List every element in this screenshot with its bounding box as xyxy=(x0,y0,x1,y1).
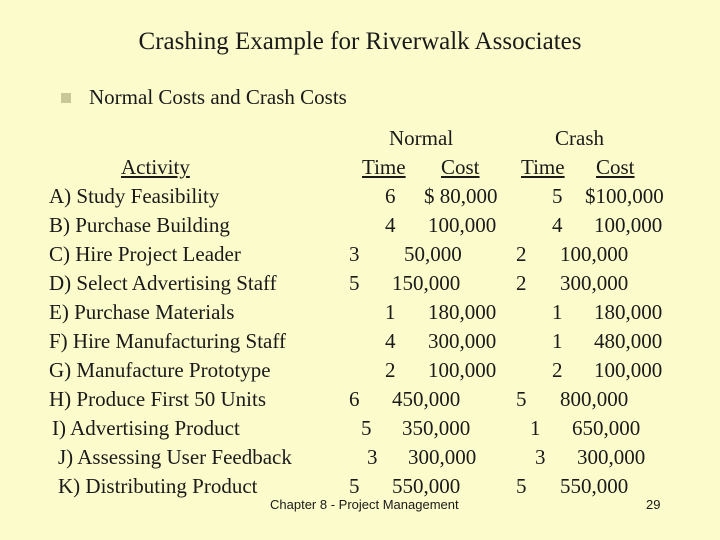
row-h-activity: H) Produce First 50 Units xyxy=(49,387,266,411)
row-j-activity: J) Assessing User Feedback xyxy=(58,445,292,469)
row-g-activity: G) Manufacture Prototype xyxy=(49,358,271,382)
row-h-normal-cost: 450,000 xyxy=(392,387,461,411)
row-f-crash-time: 1 xyxy=(552,329,563,353)
bullet-marker xyxy=(61,93,71,103)
row-g-crash-time: 2 xyxy=(552,358,563,382)
row-i-normal-cost: 350,000 xyxy=(402,416,471,440)
row-e-normal-cost: 180,000 xyxy=(428,300,497,324)
row-g-normal-cost: 100,000 xyxy=(428,358,497,382)
row-a-normal-time: 6 xyxy=(385,184,396,208)
row-e-activity: E) Purchase Materials xyxy=(49,300,235,324)
header-normal-cost: Cost xyxy=(441,155,480,179)
row-f-crash-cost: 480,000 xyxy=(594,329,663,353)
row-a-crash-time: 5 xyxy=(552,184,563,208)
row-c-normal-cost: 50,000 xyxy=(404,242,462,266)
row-d-crash-time: 2 xyxy=(516,271,527,295)
row-e-crash-time: 1 xyxy=(552,300,563,324)
row-h-crash-cost: 800,000 xyxy=(560,387,629,411)
row-j-crash-cost: 300,000 xyxy=(577,445,646,469)
header-normal-time: Time xyxy=(362,155,406,179)
header-activity: Activity xyxy=(121,155,190,179)
row-j-crash-time: 3 xyxy=(535,445,546,469)
row-k-normal-cost: 550,000 xyxy=(392,474,461,498)
row-k-crash-time: 5 xyxy=(516,474,527,498)
header-crash: Crash xyxy=(555,126,604,150)
page-number: 29 xyxy=(646,497,661,512)
row-i-crash-time: 1 xyxy=(530,416,541,440)
row-c-normal-time: 3 xyxy=(349,242,360,266)
row-a-crash-cost: $100,000 xyxy=(585,184,664,208)
slide-footer: Chapter 8 - Project Management xyxy=(270,497,459,512)
row-b-normal-cost: 100,000 xyxy=(428,213,497,237)
row-f-normal-cost: 300,000 xyxy=(428,329,497,353)
row-e-crash-cost: 180,000 xyxy=(594,300,663,324)
row-i-crash-cost: 650,000 xyxy=(572,416,641,440)
row-d-normal-time: 5 xyxy=(349,271,360,295)
row-e-normal-time: 1 xyxy=(385,300,396,324)
header-crash-cost: Cost xyxy=(596,155,635,179)
row-b-normal-time: 4 xyxy=(385,213,396,237)
row-g-crash-cost: 100,000 xyxy=(594,358,663,382)
row-f-activity: F) Hire Manufacturing Staff xyxy=(49,329,286,353)
row-b-crash-cost: 100,000 xyxy=(594,213,663,237)
slide-title: Crashing Example for Riverwalk Associates xyxy=(138,28,582,55)
row-d-activity: D) Select Advertising Staff xyxy=(49,271,277,295)
row-b-activity: B) Purchase Building xyxy=(49,213,230,237)
row-i-activity: I) Advertising Product xyxy=(52,416,240,440)
row-g-normal-time: 2 xyxy=(385,358,396,382)
row-c-activity: C) Hire Project Leader xyxy=(49,242,241,266)
row-j-normal-cost: 300,000 xyxy=(408,445,477,469)
row-d-crash-cost: 300,000 xyxy=(560,271,629,295)
row-h-crash-time: 5 xyxy=(516,387,527,411)
subtitle: Normal Costs and Crash Costs xyxy=(89,85,347,109)
row-k-activity: K) Distributing Product xyxy=(58,474,258,498)
row-j-normal-time: 3 xyxy=(367,445,378,469)
header-normal: Normal xyxy=(389,126,454,150)
row-f-normal-time: 4 xyxy=(385,329,396,353)
row-b-crash-time: 4 xyxy=(552,213,563,237)
row-c-crash-time: 2 xyxy=(516,242,527,266)
row-i-normal-time: 5 xyxy=(361,416,372,440)
row-k-crash-cost: 550,000 xyxy=(560,474,629,498)
row-c-crash-cost: 100,000 xyxy=(560,242,629,266)
row-d-normal-cost: 150,000 xyxy=(392,271,461,295)
row-a-normal-cost: $ 80,000 xyxy=(424,184,498,208)
row-k-normal-time: 5 xyxy=(349,474,360,498)
row-a-activity: A) Study Feasibility xyxy=(49,184,220,208)
row-h-normal-time: 6 xyxy=(349,387,360,411)
header-crash-time: Time xyxy=(521,155,565,179)
